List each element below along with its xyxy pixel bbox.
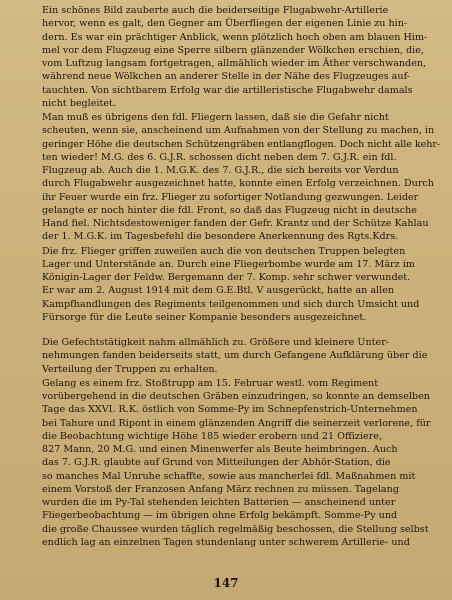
text-line: Flugzeug ab. Auch die 1. M.G.K. des 7. G.J.R., die sich bereits vor Verdun bbox=[42, 165, 399, 176]
text-line: Lager und Unterstände an. Durch eine Fliegerbombe wurde am 17. März im bbox=[42, 258, 415, 270]
text-line: ihr Feuer wurde ein frz. Flieger zu sofortiger Notlandung gezwungen. Leider bbox=[42, 191, 419, 203]
text-line: Fürsorge für die Leute seiner Kompanie besonders ausgezeichnet. bbox=[42, 311, 367, 323]
text-line: während neue Wölkchen an anderer Stelle in der Nähe des Flugzeuges auf- bbox=[42, 71, 411, 83]
text-line: Verteilung der Truppen zu erhalten. bbox=[42, 363, 218, 375]
text-line: Gelang es einem frz. Stoßtrupp am 15. Februar westl. vom Regiment bbox=[42, 377, 379, 389]
text-line: durch Flugabwehr ausgezeichnet hatte, konnte einen Erfolg verzeichnen. Durch bbox=[42, 178, 434, 190]
text-line: Die Gefechtstätigkeit nahm allmählich zu. Größere und kleinere Unter- bbox=[42, 337, 390, 348]
text-line: mel vor dem Flugzeug eine Sperre silbern glänzender Wölkchen erschien, die, bbox=[42, 44, 424, 56]
text-line: die große Chaussee wurden täglich regelmäßig beschossen, die Stellung selbst bbox=[42, 523, 429, 535]
text-line: Fliegerbeobachtung — im übrigen ohne Erfolg bekämpft. Somme-Py und bbox=[42, 510, 398, 522]
text-line: dern. Es war ein prächtiger Anblick, wenn plötzlich hoch oben am blauen Him- bbox=[42, 31, 428, 43]
text-line: nehmungen fanden beiderseits statt, um durch Gefangene Aufklärung über die bbox=[42, 350, 428, 362]
text-line: so manches Mal Unruhe schaffte, sowie aus mancherlei fdl. Maßnahmen mit bbox=[42, 470, 416, 482]
text-line: Tage das XXVI. R.K. östlich von Somme-Py im Schnepfenstrich-Unternehmen bbox=[42, 404, 418, 416]
text-line: die Beobachtung wichtige Höhe 185 wieder erobern und 21 Offiziere, bbox=[42, 430, 383, 442]
text-line: endlich lag an einzelnen Tagen stundenlang unter schwerem Artillerie- und bbox=[42, 536, 410, 548]
text-line: hervor, wenn es galt, den Gegner am Überfliegen der eigenen Linie zu hin- bbox=[42, 18, 408, 30]
text-line: vorübergehend in die deutschen Gräben einzudringen, so konnte an demselben bbox=[42, 391, 430, 402]
text-line: gelangte er noch hinter die fdl. Front, so daß das Flugzeug nicht in deutsche bbox=[42, 204, 417, 216]
paragraph bbox=[42, 336, 440, 376]
paragraph bbox=[42, 377, 440, 549]
text-line: scheuten, wenn sie, anscheinend um Aufnahmen von der Stellung zu machen, in bbox=[42, 125, 435, 137]
text-line: einem Vorstoß der Franzosen Anfang März rechnen zu müssen. Tagelang bbox=[42, 483, 399, 495]
text-line: Ein schönes Bild zauberte auch die beiderseitige Flugabwehr-Artillerie bbox=[42, 5, 389, 16]
text-line: ten wieder! M.G. des 6. G.J.R. schossen dicht neben dem 7. G.J.R. ein fdl. bbox=[42, 151, 397, 163]
page-number: 147 bbox=[213, 576, 239, 590]
text-line: Er war am 2. August 1914 mit dem G.E.Btl. V ausgerückt, hatte an allen bbox=[42, 285, 395, 297]
paragraph bbox=[42, 4, 440, 110]
text-line: Hand fiel. Nichtsdestoweniger fanden der Gefr. Krantz und der Schütze Kahlau bbox=[42, 218, 429, 229]
text-line: tauchten. Von sichtbarem Erfolg war die artilleristische Flugabwehr damals bbox=[42, 84, 413, 96]
text-line: Königin-Lager der Feldw. Bergemann der 7. Komp. sehr schwer verwundet. bbox=[42, 272, 411, 283]
text-line: wurden die im Py-Tal stehenden leichten Batterien — anscheinend unter bbox=[42, 497, 396, 508]
paragraph bbox=[42, 111, 440, 244]
text-line: Man muß es übrigens den fdl. Fliegern lassen, daß sie die Gefahr nicht bbox=[42, 112, 389, 123]
page-text bbox=[42, 4, 440, 550]
text-line: das 7. G.J.R. glaubte auf Grund von Mitteilungen der Abhör-Station, die bbox=[42, 457, 391, 469]
text-line: Kampfhandlungen des Regiments teilgenommen und sich durch Umsicht und bbox=[42, 298, 420, 310]
text-line: der 1. M.G.K. im Tagesbefehl die besondere Anerkennung des Rgts.Kdrs. bbox=[42, 231, 399, 243]
text-line: geringer Höhe die deutschen Schützengräben entlangflogen. Doch nicht alle kehr- bbox=[42, 138, 440, 150]
text-line: nicht begleitet. bbox=[42, 97, 116, 109]
paragraph bbox=[42, 245, 440, 325]
text-line: vom Luftzug langsam fortgetragen, allmählich wieder im Äther verschwanden, bbox=[42, 58, 427, 69]
text-line: bei Tahure und Ripont in einem glänzenden Angriff die seinerzeit verlorene, für bbox=[42, 417, 431, 429]
text-line: Die frz. Flieger griffen zuweilen auch die von deutschen Truppen belegten bbox=[42, 245, 406, 257]
text-line: 827 Mann, 20 M.G. und einen Minenwerfer als Beute heimbringen. Auch bbox=[42, 444, 398, 455]
